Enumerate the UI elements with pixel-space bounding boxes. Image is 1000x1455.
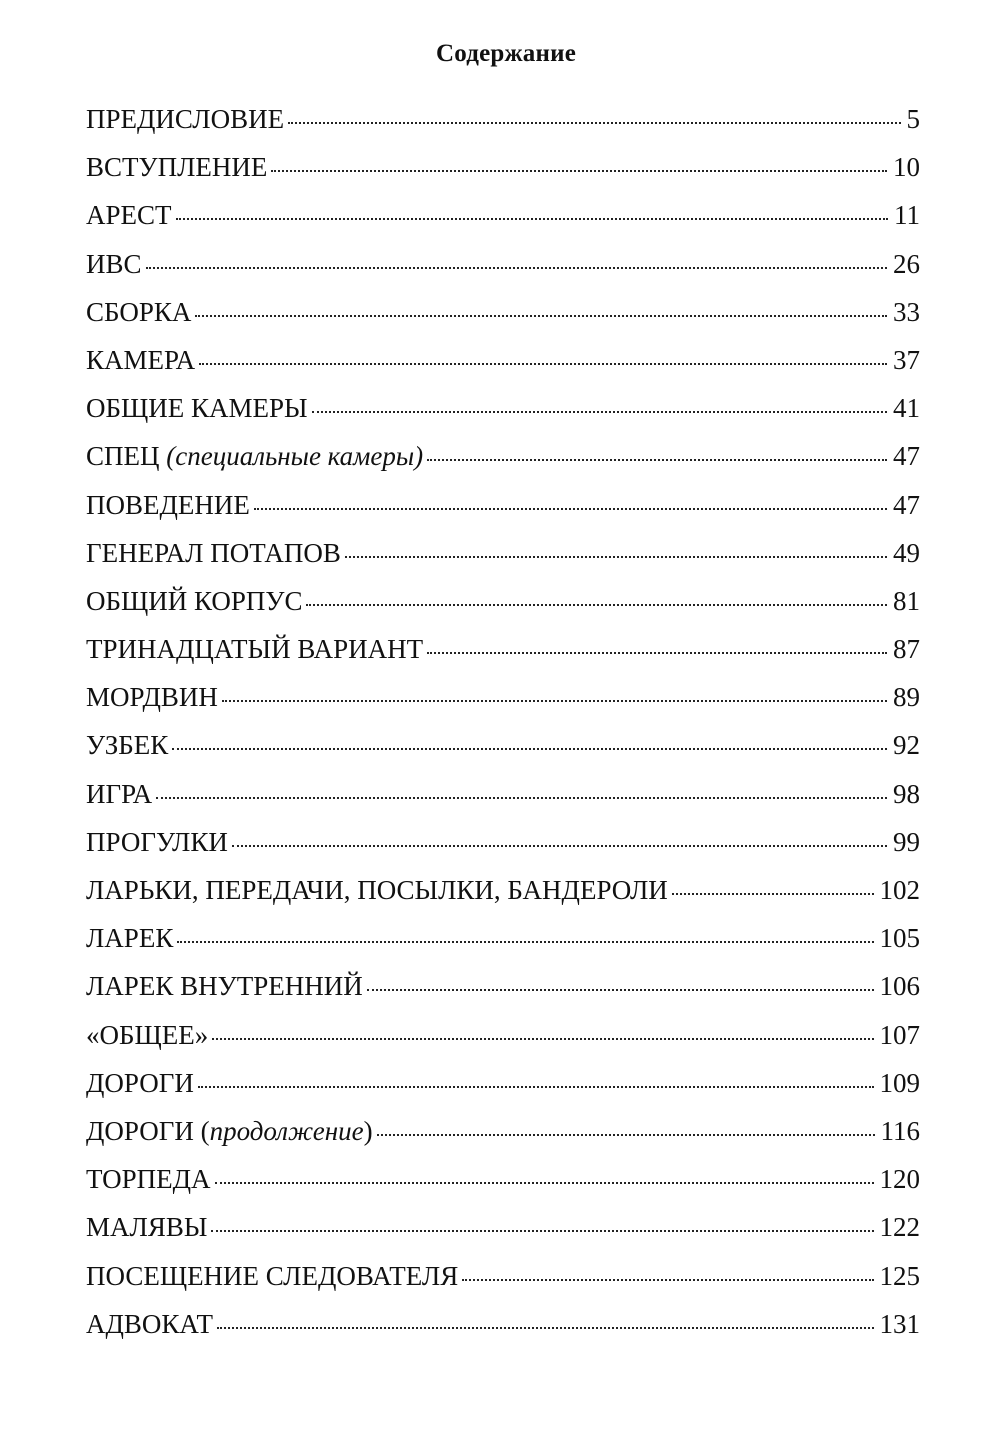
dot-leader <box>198 1086 874 1088</box>
toc-entry-page-number: 89 <box>893 682 920 713</box>
toc-entry-title <box>86 490 250 521</box>
toc-entry-page-number: 122 <box>879 1212 920 1243</box>
toc-entry[interactable] <box>86 200 920 248</box>
toc-entry-title <box>86 441 423 472</box>
toc-entry-title <box>86 249 142 280</box>
toc-entry-title <box>86 104 284 135</box>
toc-entry-page-number: 81 <box>893 585 920 616</box>
toc-entry-label: ГЕНЕРАЛ ПОТАПОВ <box>86 537 341 568</box>
toc-entry-title <box>86 682 218 713</box>
dot-leader <box>217 1327 873 1329</box>
toc-entry-label: ТОРПЕДА <box>86 1164 211 1195</box>
toc-entry[interactable] <box>86 779 920 827</box>
dot-leader <box>222 700 887 702</box>
dot-leader <box>211 1230 873 1232</box>
toc-entry-page-number: 87 <box>893 634 920 665</box>
toc-entry-page-number: 26 <box>893 248 920 279</box>
toc-entry[interactable] <box>86 730 920 778</box>
dot-leader <box>427 652 887 654</box>
toc-entry-label: ВСТУПЛЕНИЕ <box>86 152 268 183</box>
toc-entry-page-number: 37 <box>893 344 920 375</box>
toc-entry-title <box>86 1309 213 1340</box>
toc-entry-label: ПРОГУЛКИ <box>86 826 228 857</box>
toc-entry-page-number: 47 <box>893 441 920 472</box>
dot-leader <box>312 411 887 413</box>
toc-entry-page-number: 5 <box>906 104 920 134</box>
toc-entry[interactable] <box>86 682 920 730</box>
toc-entry-title <box>86 634 423 665</box>
toc-entry-title <box>86 1164 211 1195</box>
toc-entry-label: ЛАРЬКИ, ПЕРЕДАЧИ, ПОСЫЛКИ, БАНДЕРОЛИ <box>86 875 668 905</box>
toc-entry-label: АДВОКАТ <box>86 1308 214 1339</box>
toc-entry-label: ПОВЕДЕНИЕ <box>86 489 250 520</box>
toc-entry-page-number: 109 <box>879 1067 920 1098</box>
toc-entry[interactable] <box>86 1164 920 1212</box>
toc-entry-label: СБОРКА <box>86 296 192 327</box>
dot-leader <box>288 122 900 124</box>
toc-entry-note: продолжение <box>209 1115 364 1146</box>
dot-leader <box>195 315 887 317</box>
dot-leader <box>172 748 887 750</box>
toc-entry-page-number: 10 <box>893 152 920 183</box>
dot-leader <box>462 1279 873 1281</box>
dot-leader <box>377 1134 875 1136</box>
toc-entry-label: КАМЕРА <box>86 344 196 375</box>
toc-entry-label: ОБЩИЕ КАМЕРЫ <box>86 393 308 424</box>
toc-entry-label: СПЕЦ <box>86 441 167 472</box>
dot-leader <box>199 363 887 365</box>
toc-entry[interactable] <box>86 1020 920 1068</box>
toc-entry[interactable] <box>86 345 920 393</box>
toc-entry-title <box>86 538 341 569</box>
toc-entry-title <box>86 200 172 231</box>
toc-entry-title <box>86 875 668 906</box>
toc-entry[interactable] <box>86 1116 920 1164</box>
toc-entry-page-number: 99 <box>893 826 920 857</box>
toc-entry[interactable] <box>86 875 920 923</box>
toc-entry-title <box>86 971 363 1002</box>
toc-entry-page-number: 47 <box>893 489 920 520</box>
toc-entry[interactable] <box>86 490 920 538</box>
toc-entry-label: УЗБЕК <box>86 730 169 761</box>
toc-entry-label: ИГРА <box>86 778 153 809</box>
toc-entry-page-number: 131 <box>879 1308 920 1339</box>
toc-entry-label: ЛАРЕК ВНУТРЕННИЙ <box>86 971 363 1002</box>
toc-entry-title <box>86 345 195 376</box>
toc-entry-label: ТРИНАДЦАТЫЙ ВАРИАНТ <box>86 634 424 665</box>
dot-leader <box>156 797 887 799</box>
toc-entry-title <box>86 393 308 424</box>
toc-entry-label: ДОРОГИ ( <box>86 1115 210 1146</box>
toc-entry[interactable] <box>86 634 920 682</box>
toc-entry-label: ПОСЕЩЕНИЕ СЛЕДОВАТЕЛЯ <box>86 1260 459 1291</box>
toc-entry-page-number: 98 <box>893 778 920 809</box>
toc-entry-title <box>86 730 168 761</box>
toc-entry-label: ДОРОГИ <box>86 1067 194 1098</box>
toc-entry-page-number: 116 <box>880 1115 920 1146</box>
dot-leader <box>232 845 887 847</box>
toc-entry-title <box>86 1212 207 1243</box>
dot-leader <box>306 604 887 606</box>
toc-entry[interactable] <box>86 1068 920 1116</box>
toc-entry-page-number: 125 <box>879 1260 920 1291</box>
toc-entry[interactable] <box>86 923 920 971</box>
toc-entry-label: «ОБЩЕЕ» <box>86 1019 209 1050</box>
toc-entry-page-number: 33 <box>893 296 920 327</box>
toc-entry[interactable] <box>86 104 920 152</box>
toc-entry-label: МОРДВИН <box>86 682 218 713</box>
dot-leader <box>254 508 887 510</box>
toc-entry-page-number: 41 <box>893 393 920 424</box>
toc-entry-label: ЛАРЕК <box>86 923 174 954</box>
toc-entry-page-number: 105 <box>879 923 920 954</box>
dot-leader <box>176 218 888 220</box>
toc-entry[interactable] <box>86 297 920 345</box>
dot-leader <box>177 941 873 943</box>
dot-leader <box>367 989 874 991</box>
toc-entry-title <box>86 923 173 954</box>
toc-entry-title <box>86 1020 208 1051</box>
toc-entry-label: ОБЩИЙ КОРПУС <box>86 585 303 616</box>
toc-entry-title <box>86 152 267 183</box>
toc-entry[interactable] <box>86 586 920 634</box>
toc-entry[interactable] <box>86 1212 920 1260</box>
toc-entry[interactable] <box>86 1309 920 1357</box>
toc-entry-label: ИВС <box>86 248 142 279</box>
dot-leader <box>212 1038 873 1040</box>
toc-entry[interactable] <box>86 393 920 441</box>
toc-entry[interactable] <box>86 827 920 875</box>
toc-entry-title <box>86 1116 373 1147</box>
toc-entry-page-number: 92 <box>893 730 920 761</box>
dot-leader <box>215 1182 874 1184</box>
toc-entry-page-number: 11 <box>894 200 920 231</box>
dot-leader <box>345 556 887 558</box>
toc-entry-title <box>86 827 228 858</box>
toc-entry-page-number: 107 <box>879 1019 920 1050</box>
dot-leader <box>271 170 887 172</box>
toc-entry-title <box>86 297 191 328</box>
toc-entry-title <box>86 586 302 617</box>
dot-leader <box>427 459 887 461</box>
toc-entry-page-number: 106 <box>879 971 920 1002</box>
toc-entry-title <box>86 1068 194 1099</box>
toc-entry-page-number: 102 <box>879 875 920 905</box>
toc-entry-page-number: 120 <box>879 1164 920 1195</box>
toc-entry[interactable] <box>86 971 920 1019</box>
table-of-contents <box>86 104 920 1357</box>
toc-entry-title <box>86 779 152 810</box>
toc-entry-label: АРЕСТ <box>86 200 172 231</box>
toc-entry[interactable] <box>86 441 920 489</box>
toc-entry-label: ПРЕДИСЛОВИЕ <box>86 104 285 134</box>
toc-entry[interactable] <box>86 1261 920 1309</box>
toc-entry[interactable] <box>86 538 920 586</box>
toc-entry[interactable] <box>86 249 920 297</box>
toc-entry-suffix: ) <box>363 1115 373 1146</box>
toc-entry-label: МАЛЯВЫ <box>86 1212 208 1243</box>
toc-entry[interactable] <box>86 152 920 200</box>
toc-entry-title <box>86 1261 458 1292</box>
toc-entry-page-number: 49 <box>893 537 920 568</box>
dot-leader <box>146 267 887 269</box>
dot-leader <box>672 893 874 895</box>
toc-entry-note: (специальные камеры) <box>166 441 424 472</box>
page-title: Содержание <box>435 40 576 67</box>
